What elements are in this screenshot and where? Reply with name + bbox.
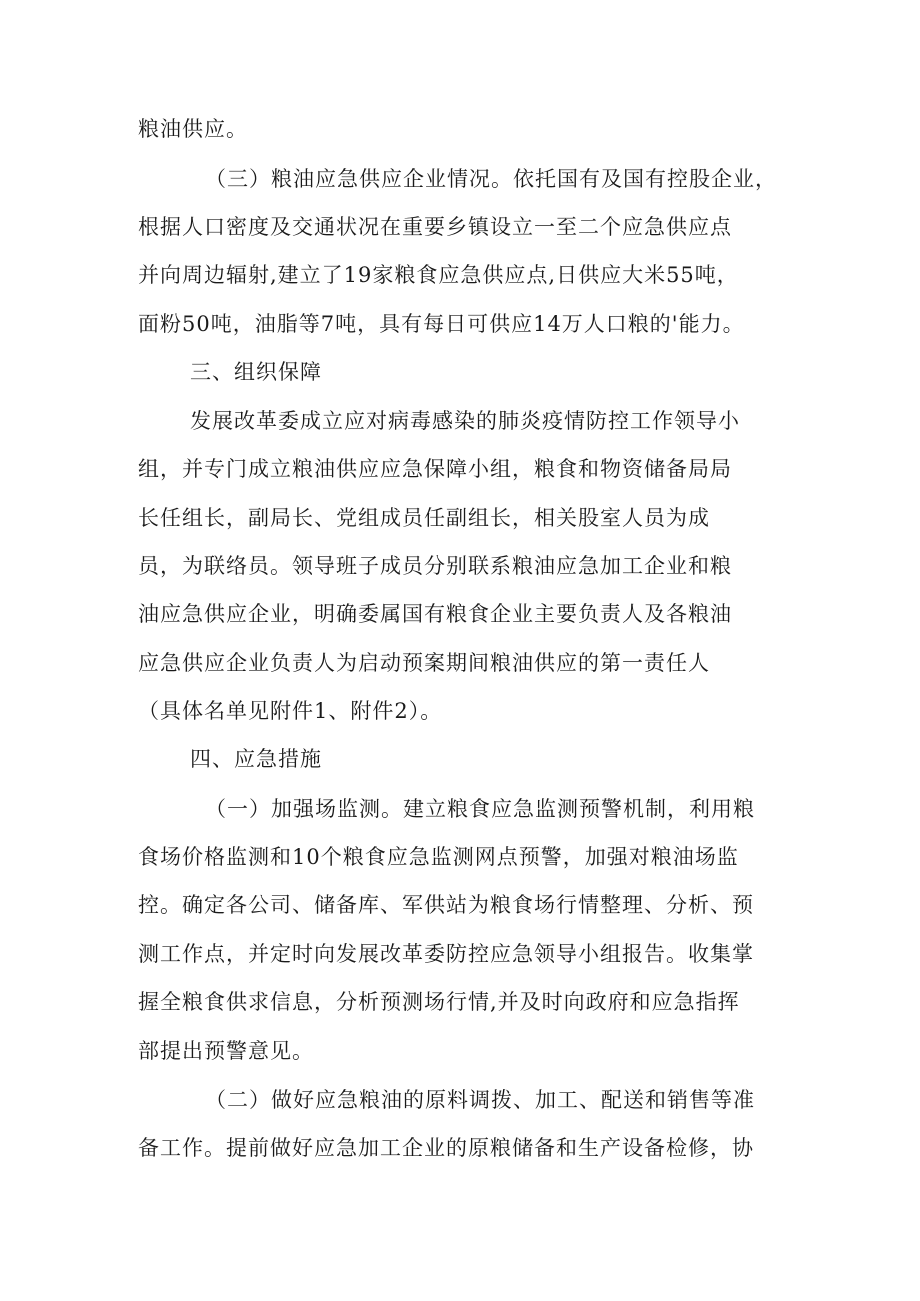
text-line: 备工作。提前做好应急加工企业的原粮储备和生产设备检修，协 (138, 1136, 754, 1160)
text-line: 握全粮食供求信息，分析预测场行情,并及时向政府和应急指挥 (138, 990, 740, 1014)
text-line: 控。确定各公司、储备库、军供站为粮食场行情整理、分析、预 (138, 893, 754, 917)
text-line: 油应急供应企业，明确委属国有粮食企业主要负责人及各粮油 (138, 602, 732, 626)
text-line: 食场价格监测和10个粮食应急监测网点预警，加强对粮油场监 (138, 845, 739, 869)
text-line: 部提出预警意见。 (138, 1039, 314, 1063)
text-line: （一）加强场监测。建立粮食应急监测预警机制，利用粮 (205, 797, 755, 821)
text-line: 组，并专门成立粮油供应应急保障小组，粮食和物资储备局局 (138, 457, 732, 481)
text-line: 测工作点，并定时向发展改革委防控应急领导小组报告。收集掌 (138, 942, 754, 966)
text-line: （三）粮油应急供应企业情况。依托国有及国有控股企业， (205, 167, 777, 191)
text-line: 根据人口密度及交通状况在重要乡镇设立一至二个应急供应点 (138, 215, 732, 239)
text-line: 员，为联络员。领导班子成员分别联系粮油应急加工企业和粮 (138, 554, 732, 578)
section-heading: 三、组织保障 (190, 360, 322, 384)
text-line: （二）做好应急粮油的原料调拨、加工、配送和销售等准 (205, 1088, 755, 1112)
section-heading: 四、应急措施 (190, 747, 322, 771)
text-line: 应急供应企业负责人为启动预案期间粮油供应的第一责任人 (138, 651, 710, 675)
text-line: 发展改革委成立应对病毒感染的肺炎疫情防控工作领导小 (190, 409, 740, 433)
text-line: 粮油供应。 (138, 117, 248, 141)
text-line: （具体名单见附件1、附件2）。 (138, 699, 443, 723)
text-line: 长任组长，副局长、党组成员任副组长，相关股室人员为成 (138, 506, 710, 530)
text-line: 面粉50吨，油脂等7吨，具有每日可供应14万人口粮的'能力。 (138, 312, 745, 336)
text-line: 并向周边辐射,建立了19家粮食应急供应点,日供应大米55吨， (138, 263, 739, 287)
